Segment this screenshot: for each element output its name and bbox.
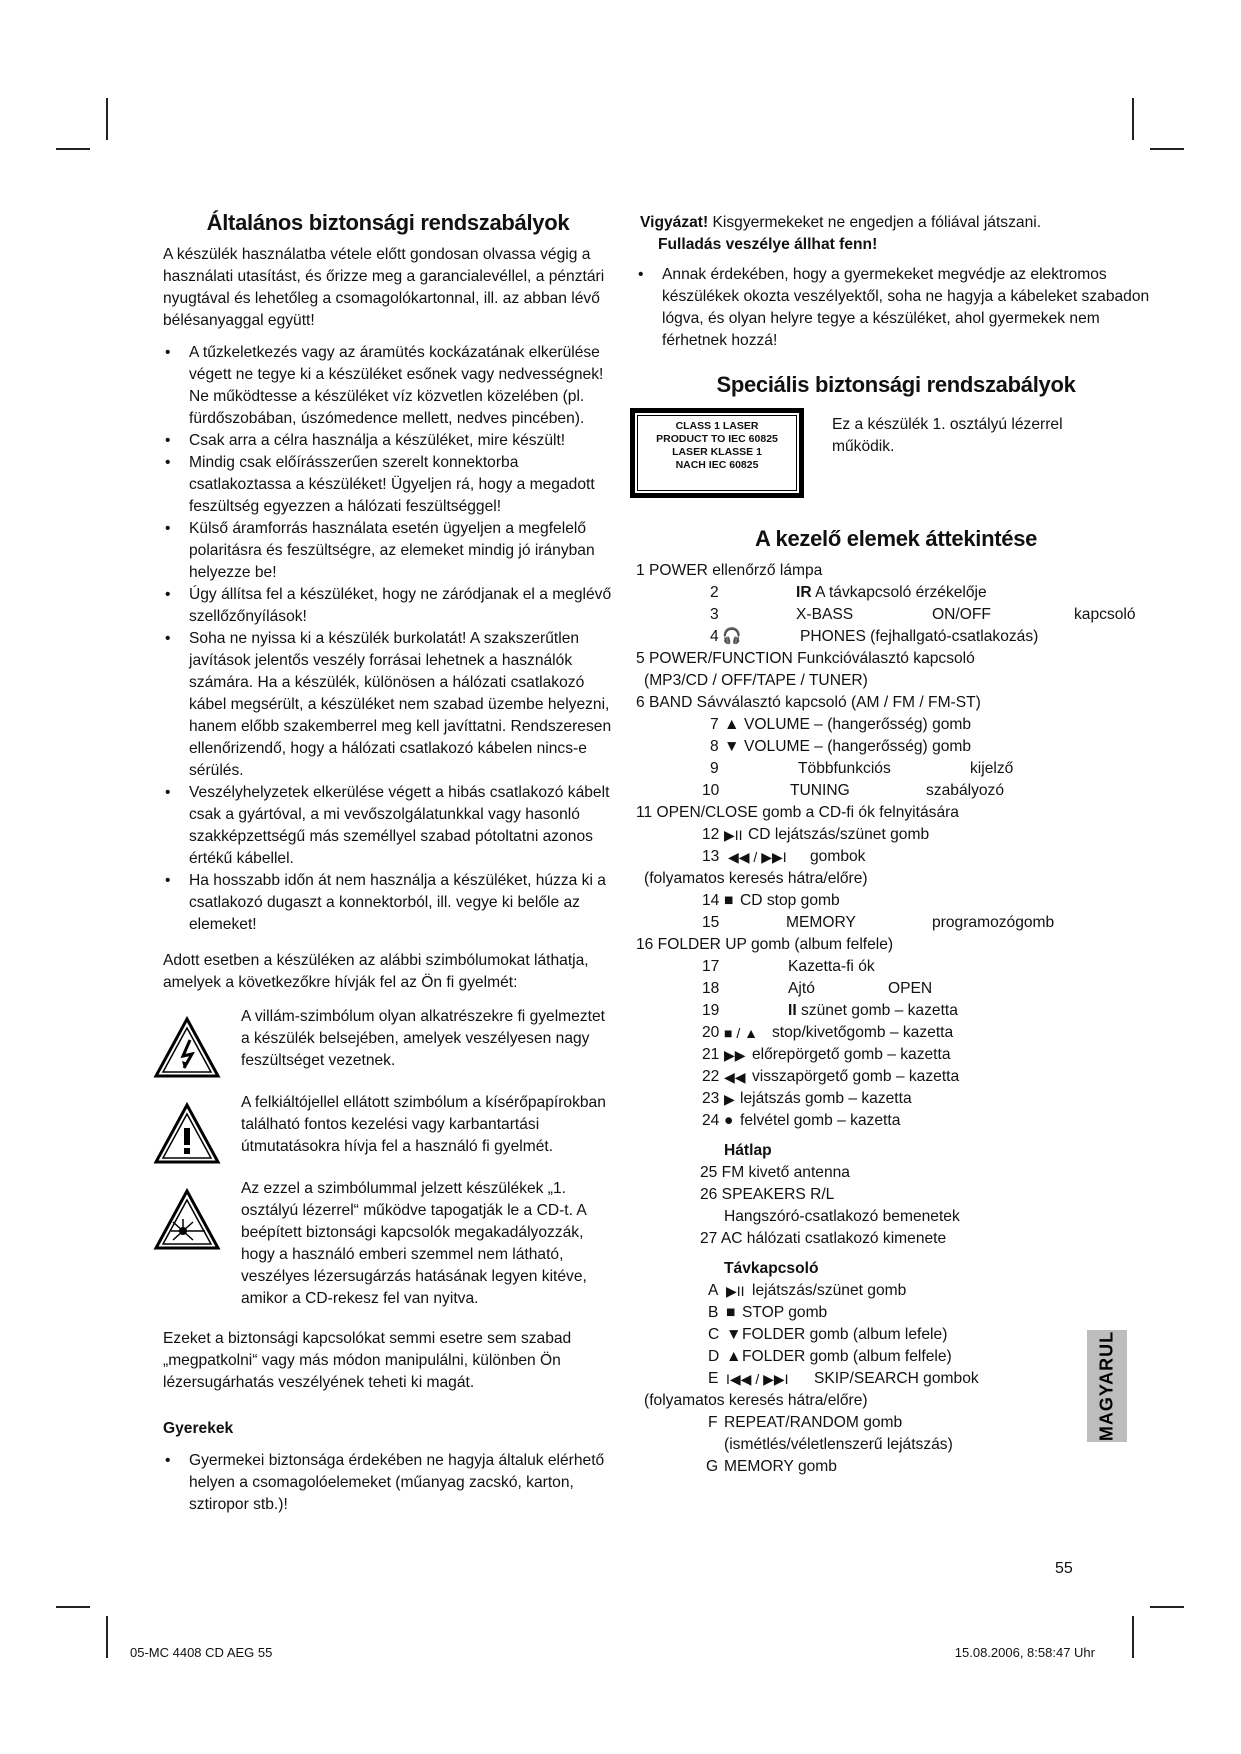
skip-icon: ◀◀ / ▶▶I xyxy=(728,849,787,865)
list-item: 18 Ajtó OPEN xyxy=(702,980,933,997)
list-item: B ■ STOP gomb xyxy=(636,1302,1156,1324)
warning-label: Vigyázat! xyxy=(640,214,709,231)
laser-label-line: PRODUCT TO IEC 60825 xyxy=(656,433,778,445)
skip-icon: I◀◀ / ▶▶I xyxy=(726,1371,789,1387)
list-item: 15 MEMORY programozógomb xyxy=(702,914,1055,931)
list-item: • Gyermekei biztonsága érdekében ne hagyja általuk elérhető helyen a csomagolóelemeket (műanyag zacskó, karton, sztiropor stb.)! xyxy=(163,1450,613,1516)
children-heading: Gyerekek xyxy=(163,1420,234,1437)
list-item: 27 AC hálózati csatlakozó kimenete xyxy=(700,1230,947,1247)
stop-eject-icon: ■ / ▲ xyxy=(724,1025,758,1041)
list-item: • Veszélyhelyzetek elkerülése végett a hibás csatlakozó kábelt csak a gyártóval, a mi vevőszolgálatunkkal vagy hasonló szakképzettségű más személlyel szabad pótoltatni azonos értékű kábellel. xyxy=(163,782,613,870)
laser-notice xyxy=(636,408,1156,498)
intro-paragraph: A készülék használatba vétele előtt gondosan olvassa végig a használati utasítást, és őrizze meg a garancialevéllel, a pénztári nyugtával és lehetőleg a csomagolókartonnal, ill. az abban lévő bélésanyaggal együtt! xyxy=(163,246,605,329)
laser-class-label xyxy=(630,408,804,498)
triangle-up-icon: ▲ xyxy=(724,716,740,733)
list-item: 6 BAND Sávválasztó kapcsoló (AM / FM / FM-ST) xyxy=(636,694,981,711)
list-item: F REPEAT/RANDOM gomb xyxy=(708,1414,903,1431)
children-list xyxy=(163,1450,613,1516)
crop-mark xyxy=(1132,98,1134,140)
list-item: 26 SPEAKERS R/L xyxy=(700,1186,835,1203)
list-item: • Úgy állítsa fel a készüléket, hogy ne záródjanak el a meglévő szellőzőnyílások! xyxy=(163,584,613,628)
record-icon: ● xyxy=(724,1112,734,1129)
list-item: 21 ▶▶ előrepörgető gomb – kazetta xyxy=(636,1044,1156,1066)
crop-mark xyxy=(56,1606,90,1608)
list-item: 9 Többfunkciós kijelző xyxy=(710,760,1014,777)
controls-title: A kezelő elemek áttekintése xyxy=(754,526,1038,551)
list-item: • Annak érdekében, hogy a gyermekeket megvédje az elektromos készülékek okozta veszélyektől, soha ne hagyja a kábeleket szabadon lógva, és olyan helyre tegye a készüléket, ahol gyermekek nem férhetnek hozzá! xyxy=(636,264,1156,352)
remote-heading: Távkapcsoló xyxy=(724,1260,819,1277)
headphone-icon: 🎧 xyxy=(722,628,742,645)
list-item: D ▲ FOLDER gomb (album felfele) xyxy=(636,1346,1156,1368)
list-item: (folyamatos keresés hátra/előre) xyxy=(644,1392,868,1409)
list-item: • Mindig csak előírásszerűen szerelt konnektorba csatlakoztassa a készüléket! Ügyeljen rá, hogy a megadott feszültség egyezzen a hálózati feszültséggel! xyxy=(163,452,613,518)
exclamation-warning-icon xyxy=(153,1102,221,1166)
list-item: 1 POWER ellenőrző lámpa xyxy=(636,562,823,579)
symbol-row xyxy=(163,1092,613,1166)
list-item: 24 ● felvétel gomb – kazetta xyxy=(636,1110,1156,1132)
triangle-down-icon: ▼ xyxy=(724,738,740,755)
list-item: 23 ▶ lejátszás gomb – kazetta xyxy=(636,1088,1156,1110)
list-item: C ▼ FOLDER gomb (album lefele) xyxy=(636,1324,1156,1346)
laser-label-line: NACH IEC 60825 xyxy=(675,459,759,471)
list-item: G MEMORY gomb xyxy=(706,1458,837,1475)
list-item: 14 ■ CD stop gomb xyxy=(636,890,1156,912)
list-item: (folyamatos keresés hátra/előre) xyxy=(644,870,868,887)
play-icon: ▶ xyxy=(724,1091,735,1107)
list-item: A ▶II lejátszás/szünet gomb xyxy=(636,1280,1156,1302)
list-item: 12 ▶II CD lejátszás/szünet gomb xyxy=(636,824,1156,846)
triangle-down-icon: ▼ xyxy=(726,1326,742,1343)
symbol-text: A felkiáltójellel ellátott szimbólum a kísérőpapírokban található fontos kezelési vagy karbantartási útmutatásokra hívja fel a használó fi gyelmét. xyxy=(241,1094,606,1155)
play-pause-icon: ▶II xyxy=(724,827,743,843)
crop-mark xyxy=(106,1616,108,1658)
symbol-row xyxy=(163,1006,613,1080)
symbol-text: Az ezzel a szimbólummal jelzett készülékek „1. osztályú lézerrel“ működve tapogatják le a CD-t. A beépített biztonsági kapcsolók megakadályozzák, hogy a használó emberi szemmel nem látható, veszélyes lézersugárzás hatásának legyen kitéve, amikor a CD-rekesz fel van nyitva. xyxy=(241,1180,587,1307)
list-item: 3 X-BASS ON/OFF kapcsoló xyxy=(710,606,1136,623)
page-number: 55 xyxy=(1055,1560,1073,1577)
laser-label-line: CLASS 1 LASER xyxy=(675,420,759,432)
list-item: 10 TUNING szabályozó xyxy=(702,782,1005,799)
list-item: (MP3/CD / OFF/TAPE / TUNER) xyxy=(644,672,868,689)
triangle-up-icon: ▲ xyxy=(726,1348,742,1365)
footer-left: 05-MC 4408 CD AEG 55 xyxy=(130,1645,273,1660)
list-item: 19 II szünet gomb – kazetta xyxy=(702,1002,958,1019)
right-column xyxy=(636,212,1156,1478)
list-item: Hangszóró-csatlakozó bemenetek xyxy=(724,1208,960,1225)
laser-text: Ez a készülék 1. osztályú lézerrel működik. xyxy=(832,416,1063,455)
list-item: 7 ▲ VOLUME – (hangerősség) gomb xyxy=(636,714,1156,736)
rewind-icon: ◀◀ xyxy=(724,1069,746,1085)
stop-icon: ■ xyxy=(724,892,734,909)
controls-list xyxy=(636,560,1156,1478)
list-item: 20 ■ / ▲ stop/kivetőgomb – kazetta xyxy=(636,1022,1156,1044)
crop-mark xyxy=(1150,1606,1184,1608)
play-pause-icon: ▶II xyxy=(726,1283,745,1299)
safety-bullet-list xyxy=(163,342,613,936)
list-item: E I◀◀ / ▶▶I SKIP/SEARCH gombok xyxy=(636,1368,1156,1390)
child-safety-list xyxy=(636,264,1156,352)
list-item: • A tűzkeletkezés vagy az áramütés kockázatának elkerülése végett ne tegye ki a készüléket esőnek vagy nedvességnek! Ne működtesse a készüléket víz közvetlen közelében (pl. fürdőszobában, úszómedence mellett, nedves pincében). xyxy=(163,342,613,430)
language-tab: MAGYARUL xyxy=(1087,1330,1127,1442)
stop-icon: ■ xyxy=(726,1304,736,1321)
back-panel-heading: Hátlap xyxy=(724,1142,772,1159)
list-item: (ismétlés/véletlenszerű lejátszás) xyxy=(724,1436,953,1453)
list-item: 4 🎧 PHONES (fejhallgató-csatlakozás) xyxy=(636,626,1156,648)
left-column xyxy=(163,212,613,1516)
crop-mark xyxy=(1132,1616,1134,1658)
list-item: 16 FOLDER UP gomb (album felfele) xyxy=(636,936,894,953)
general-safety-title: Általános biztonsági rendszabályok xyxy=(206,210,570,235)
list-item: 22 ◀◀ visszapörgető gomb – kazetta xyxy=(636,1066,1156,1088)
fast-forward-icon: ▶▶ xyxy=(724,1047,746,1063)
crop-mark xyxy=(106,98,108,140)
closing-paragraph: Ezeket a biztonsági kapcsolókat semmi esetre sem szabad „megpatkolni“ vagy más módon manipulálni, különben Ön lézersugárhatás veszélyének teheti ki magát. xyxy=(163,1330,572,1391)
laser-warning-icon xyxy=(153,1188,221,1252)
warning-bold: Fulladás veszélye állhat fenn! xyxy=(658,236,878,253)
warning-text: Kisgyermekeket ne engedjen a fóliával játszani. xyxy=(708,214,1042,231)
list-item: • Csak arra a célra használja a készüléket, mire készült! xyxy=(163,430,613,452)
list-item: • Ha hosszabb időn át nem használja a készüléket, húzza ki a csatlakozó dugaszt a konnektorból, ill. vegye ki belőle az elemeket! xyxy=(163,870,613,936)
laser-label-line: LASER KLASSE 1 xyxy=(672,446,762,458)
symbol-text: A villám-szimbólum olyan alkatrészekre fi gyelmeztet a készülék belsejében, amelyek veszélyesen nagy feszültséget vezetnek. xyxy=(241,1008,605,1069)
crop-mark xyxy=(56,148,90,150)
lightning-warning-icon xyxy=(153,1016,221,1080)
list-item: 2 IR A távkapcsoló érzékelője xyxy=(710,584,987,601)
symbol-row xyxy=(163,1178,613,1310)
list-item: • Külső áramforrás használata esetén ügyeljen a megfelelő polaritásra és feszültségre, az elemeket mindig jó irányban helyezze be! xyxy=(163,518,613,584)
list-item: 5 POWER/FUNCTION Funkcióválasztó kapcsoló xyxy=(636,650,975,667)
list-item: 17 Kazetta-fi ók xyxy=(702,958,875,975)
list-item: 8 ▼ VOLUME – (hangerősség) gomb xyxy=(636,736,1156,758)
list-item: 11 OPEN/CLOSE gomb a CD-fi ók felnyitására xyxy=(636,804,959,821)
warning-line xyxy=(636,212,1156,234)
footer-right: 15.08.2006, 8:58:47 Uhr xyxy=(954,1645,1095,1660)
crop-mark xyxy=(1150,148,1184,150)
symbols-intro: Adott esetben a készüléken az alábbi szimbólumokat láthatja, amelyek a következőkre hívják fel az Ön fi gyelmét: xyxy=(163,952,589,991)
list-item: 13 ◀◀ / ▶▶I gombok xyxy=(636,846,1156,868)
list-item: • Soha ne nyissa ki a készülék burkolatát! A szakszerűtlen javítások jelentős veszély forrásai lehetnek a használók számára. Ha a készülék, különösen a hálózati csatlakozó kábel megsérült, a készüléket nem szabad üzembe helyezni, hanem előbb szakemberrel meg kell javíttatni. Rendszeresen ellenőrizendő, hogy a hálózati csatlakozó kábelen nincs-e sérülés. xyxy=(163,628,613,782)
list-item: 25 FM kivető antenna xyxy=(700,1164,850,1181)
special-safety-title: Speciális biztonsági rendszabályok xyxy=(716,372,1076,397)
